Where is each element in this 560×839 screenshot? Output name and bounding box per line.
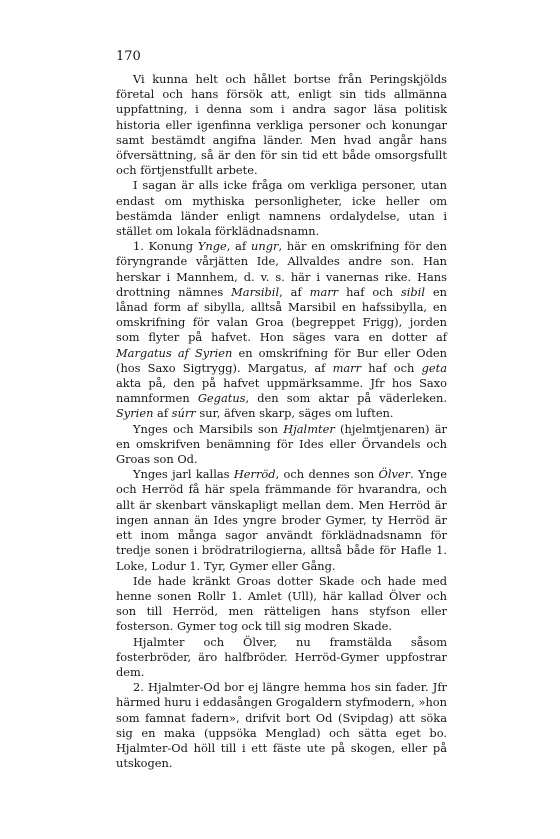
text-run: , här en omskrifning för den föryngrande vårjätten Ide, Allvaldes andre son. Han herskar i Mannhem, d. v. s. här i vanernas rike. Hans drottning nämnes <box>116 239 447 299</box>
italic-term: Ölver <box>378 467 411 482</box>
page-number: 170 <box>116 49 141 64</box>
text-run: sur, äfven skarp, säges om luften. <box>195 406 394 421</box>
italic-term: sibil <box>400 284 425 299</box>
text-run: af <box>153 406 172 421</box>
italic-term: geta <box>421 360 447 375</box>
italic-term: marr <box>332 360 362 375</box>
italic-term: Herröd <box>233 467 276 482</box>
text-run: 1. Konung <box>133 239 198 254</box>
paragraph <box>116 72 447 178</box>
text-run: , af <box>226 239 252 254</box>
text-run: 2. Hjalmter-Od bor ej längre hemma hos sin fader. Jfr härmed huru i eddasången Grogaldern styfmodern, »hon som famnat fadern», drifvit bort Od (Svipdag) att söka sig en maka (uppsöka Menglad) och sätta eget bo. Hjalmter-Od höll till i ett fäste ute på skogen, eller på utskogen. <box>116 680 447 771</box>
paragraph <box>116 574 447 635</box>
text-run: , af <box>279 284 310 299</box>
text-run: . Ynge och Herröd få här spela främmande för hvarandra, och allt är skenbart vänskapligt mellan dem. Men Herröd är ingen annan än Ides yngre broder Gymer, ty Herröd är ett inom många sagor användt förklädnadsnamn för tredje sonen i brödratrilogierna, alltså både för Hafle 1. Loke, Lodur 1. Tyr, Gymer eller Gång. <box>116 467 447 573</box>
text-run: Hjalmter och Ölver, nu framstälda såsom fosterbröder, äro halfbröder. Herröd-Gymer uppfostrar dem. <box>116 634 447 679</box>
paragraph <box>116 680 447 771</box>
text-run: , och dennes son <box>275 467 379 482</box>
italic-term: marr <box>309 284 339 299</box>
paragraph <box>116 635 447 681</box>
text-run: Vi kunna helt och hållet bortse från Peringskjölds företal och hans försök att, enligt sin tids allmänna uppfattning, i denna som i andra sagor läsa politisk historia eller igenfinna verkliga personer och konungar samt bestämdt angifna länder. Men hvad angår hans öfversättning, så är den för sin tid ett både omsorgsfullt och förtjenstfullt arbete. <box>116 72 447 178</box>
text-run: Ynges jarl kallas <box>133 467 234 482</box>
italic-term: ungr <box>251 239 279 254</box>
italic-term: Marsibil <box>231 284 280 299</box>
text-run: Ynges och Marsibils son <box>133 421 284 436</box>
text-run: , den som aktar på väderleken. <box>245 391 447 406</box>
text-run: akta på, den på hafvet uppmärksamme. Jfr hos Saxo namnformen <box>116 376 447 406</box>
body-text <box>116 72 447 771</box>
paragraph <box>116 422 447 468</box>
italic-term: Ynge <box>197 239 227 254</box>
paragraph <box>116 178 447 239</box>
italic-term: Gegatus <box>197 391 246 406</box>
paragraph <box>116 239 447 421</box>
italic-term: Margatus af Syrien <box>116 345 233 360</box>
paragraph <box>116 467 447 573</box>
text-run: I sagan är alls icke fråga om verkliga personer, utan endast om mythiska personligheter, icke heller om bestämda länder enligt namnens ordalydelse, utan i stället om lokala förklädnadsnamn. <box>116 178 447 239</box>
text-run: haf och <box>338 284 401 299</box>
italic-term: Syrien <box>116 406 154 421</box>
text-run: Ide hade kränkt Groas dotter Skade och hade med henne sonen Rollr 1. Amlet (Ull), här kallad Ölver och son till Herröd, men rätteligen hans styfson eller fosterson. Gymer tog ock till sig modren Skade. <box>116 573 447 634</box>
text-run: haf och <box>361 360 422 375</box>
italic-term: Hjalmter <box>283 421 335 436</box>
text-run: en omskrifning för Bur eller Oden (hos Saxo Sigtrygg). Margatus, af <box>116 345 447 375</box>
italic-term: súrr <box>171 406 196 421</box>
text-run: (hjelmtjenaren) är en omskrifven benämning för Ides eller Örvandels och Groas son Od. <box>116 421 448 467</box>
text-run: en lånad form af sibylla, alltså Marsibil en hafssibylla, en omskrifning för valan Groa (begreppet Frigg), jorden som flyter på hafvet. Hon säges vara en dotter af <box>116 284 448 345</box>
